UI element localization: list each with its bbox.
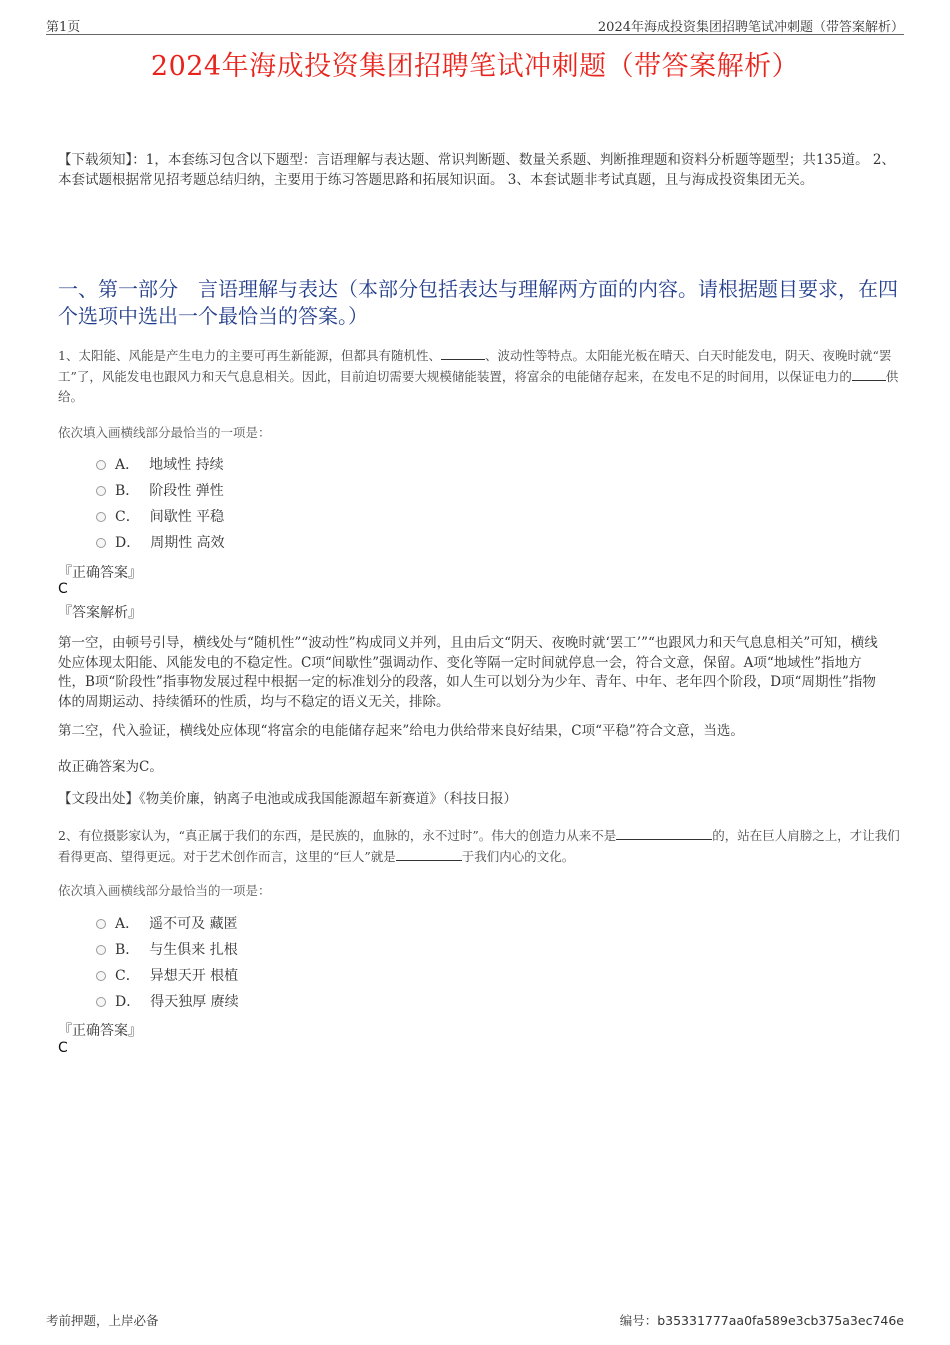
footer-code-value: b35331777aa0fa589e3cb375a3ec746e	[657, 1313, 904, 1328]
radio-icon[interactable]	[96, 971, 106, 981]
question-2-text-a: 2、有位摄影家认为，“真正属于我们的东西，是民族的，血脉的，永不过时”。伟大的创造力从来不是	[58, 828, 617, 843]
question-1-option-b[interactable]: B． 阶段性 弹性	[96, 481, 224, 501]
radio-icon[interactable]	[96, 919, 106, 929]
question-1-text	[58, 346, 900, 408]
radio-icon[interactable]	[96, 486, 106, 496]
question-2-option-b[interactable]: B． 与生俱来 扎根	[96, 940, 238, 960]
question-2-answer-label: 『正确答案』	[58, 1023, 142, 1039]
question-2-text-c: 于我们内心的文化。	[461, 848, 575, 864]
radio-icon[interactable]	[96, 538, 106, 548]
question-1-prompt: 依次填入画横线部分最恰当的一项是：	[58, 425, 271, 440]
question-1-answer-label: 『正确答案』	[58, 565, 142, 581]
question-1-analysis-1: 第一空，由顿号引导，横线处与“随机性”“波动性”构成同义并列，且由后文“阴天、夜晚时就‘罢工’”“也跟风力和天气息息相关”可知，横线处应体现太阳能、风能发电的不稳定性。C项“间歇性”强调动作、变化等隔一定时间就停息一会，符合文意，保留。A项“地域性”指地方性，B项“阶段性”指事物发展过程中根据一定的标准划分的段落，如人生可以划分为少年、青年、中年、老年四个阶段，D项“周期性”指物体的周期运动、持续循环的性质，均与不稳定的语义无关，排除。	[58, 635, 878, 710]
page-number: 第1页	[46, 20, 81, 35]
question-2-answer: C	[58, 1040, 68, 1056]
question-1-text-a: 1、太阳能、风能是产生电力的主要可再生新能源，但都具有随机性、	[58, 348, 441, 363]
question-1-option-c[interactable]: C． 间歇性 平稳	[96, 507, 224, 527]
footer-code	[620, 1311, 904, 1329]
page-title: 2024年海成投资集团招聘笔试冲刺题（带答案解析）	[150, 51, 800, 82]
fill-blank	[441, 346, 485, 360]
radio-icon[interactable]	[96, 512, 106, 522]
section-heading: 一、第一部分 言语理解与表达（本部分包括表达与理解两方面的内容。请根据题目要求，在四个选项中选出一个最恰当的答案。）	[58, 277, 898, 328]
download-notice: 【下载须知】：1，本套练习包含以下题型：言语理解与表达题、常识判断题、数量关系题、判断推理题和资料分析题等题型；共135道。 2、本套试题根据常见招考题总结归纳，主要用于练习答题思路和拓展知识面。 3、本套试题非考试真题，且与海成投资集团无关。	[58, 152, 895, 188]
radio-icon[interactable]	[96, 945, 106, 955]
question-1-option-a[interactable]: A． 地域性 持续	[96, 455, 224, 475]
question-2-option-d[interactable]: D． 得天独厚 赓续	[96, 992, 239, 1012]
radio-icon[interactable]	[96, 460, 106, 470]
footer-code-label: 编号：	[619, 1313, 658, 1328]
question-1-source: 【文段出处】《物美价廉，钠离子电池或成我国能源超车新赛道》（科技日报）	[58, 791, 517, 807]
question-2-prompt: 依次填入画横线部分最恰当的一项是：	[58, 883, 271, 898]
question-1-analysis-2: 第二空，代入验证，横线处应体现“将富余的电能储存起来”给电力供给带来良好结果，C项“平稳”符合文意，当选。	[58, 723, 744, 739]
header-divider	[46, 34, 904, 35]
fill-blank	[852, 367, 886, 381]
question-2-option-c[interactable]: C． 异想天开 根植	[96, 966, 238, 986]
footer-slogan: 考前押题，上岸必备	[46, 1313, 159, 1328]
fill-blank	[616, 826, 712, 840]
running-title: 2024年海成投资集团招聘笔试冲刺题（带答案解析）	[597, 20, 904, 35]
question-1-option-d[interactable]: D． 周期性 高效	[96, 533, 225, 553]
question-1-answer: C	[58, 581, 68, 597]
question-2-text	[58, 826, 900, 867]
question-1-text-b: 、波动性等特点。太阳能光板在晴天、白天时能发电，阴天、夜晚时就“罢工”了，风能发电也跟风力和天气息息相关。因此，目前迫切需要大规模储能装置，将富余的电能储存起来，在发电不足的时间用，以保证电力的	[58, 348, 892, 384]
fill-blank	[396, 847, 462, 861]
radio-icon[interactable]	[96, 997, 106, 1007]
question-1-analysis-label: 『答案解析』	[58, 605, 142, 621]
question-1-analysis-3: 故正确答案为C。	[58, 759, 163, 775]
question-2-option-a[interactable]: A． 遥不可及 藏匿	[96, 914, 238, 934]
question-1-text-c: 供给。	[58, 368, 899, 404]
question-2-text-b: 的，站在巨人肩膀之上，才让我们看得更高、望得更远。对于艺术创作而言，这里的“巨人”就是	[58, 828, 900, 864]
